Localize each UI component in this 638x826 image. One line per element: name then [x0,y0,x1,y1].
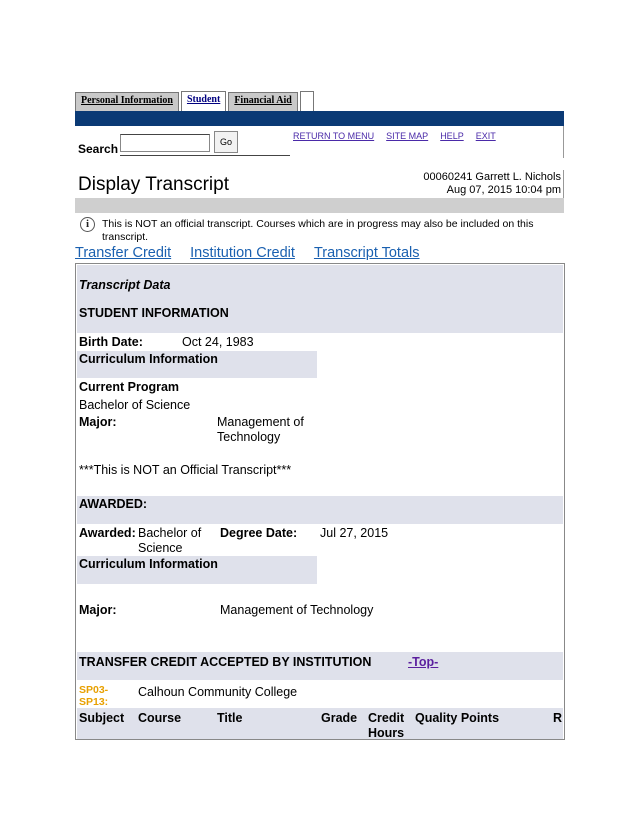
col-course: Course [138,711,182,725]
awarded-label: Awarded: [79,526,136,540]
tab-student[interactable]: Student [181,91,226,111]
user-id-name: 00060241 Garrett L. Nichols [423,171,561,183]
transcript-heading: Transcript Data [79,278,171,292]
tab-spacer [300,91,314,111]
search-divider [120,155,290,156]
top-links [293,131,496,141]
tab-personal-information[interactable]: Personal Information [75,92,179,111]
awarded-band [77,496,563,524]
col-subject: Subject [79,711,125,725]
tab-bar [75,91,314,111]
transcript-totals-link[interactable]: Transcript Totals [313,245,420,261]
col-grade: Grade [321,711,358,725]
go-button[interactable]: Go [214,131,238,153]
curriculum-heading: Curriculum Information [79,352,218,366]
page-header [75,170,564,198]
transfer-credit-link[interactable]: Transfer Credit [75,245,172,261]
page-title: Display Transcript [78,174,229,195]
section-links [75,245,439,261]
major-value-2: Management of Technology [220,603,374,617]
site-map-link[interactable]: SITE MAP [386,131,429,141]
major-value: Management of Technology [217,415,304,444]
help-link[interactable]: HELP [440,131,464,141]
search-area [75,126,564,158]
awarded-value: Bachelor of Science [138,526,202,555]
term-label: SP03-SP13: [79,684,109,708]
transfer-heading: TRANSFER CREDIT ACCEPTED BY INSTITUTION [79,655,372,669]
col-title: Title [217,711,243,725]
birth-date-label: Birth Date: [79,335,143,349]
major-label: Major: [79,415,117,429]
tab-financial-aid[interactable]: Financial Aid [228,92,298,111]
curriculum-heading-2: Curriculum Information [79,557,218,571]
info-icon: i [80,217,95,232]
college-name: Calhoun Community College [138,685,298,699]
transcript-table [75,263,565,740]
return-to-menu-link[interactable]: RETURN TO MENU [293,131,375,141]
birth-date-value: Oct 24, 1983 [182,335,254,349]
date-time: Aug 07, 2015 10:04 pm [446,184,561,196]
top-link[interactable]: -Top- [408,655,439,669]
user-info [423,171,561,197]
exit-link[interactable]: EXIT [475,131,496,141]
institution-credit-link[interactable]: Institution Credit [190,245,295,261]
degree-date-value: Jul 27, 2015 [320,526,389,540]
not-official-notice: ***This is NOT an Official Transcript*** [79,463,292,477]
col-credit-hours: Credit Hours [368,711,405,740]
student-info-heading: STUDENT INFORMATION [79,306,229,320]
current-program-label: Current Program [79,380,180,394]
major-label-2: Major: [79,603,117,617]
info-message: This is NOT an official transcript. Courses which are in progress may also be included on this transcript. [102,218,534,243]
degree-date-label: Degree Date: [220,526,298,540]
nav-bar [75,111,564,126]
col-quality-points: Quality Points [415,711,500,725]
header-divider-bar [75,198,564,213]
search-label: Search [78,142,119,156]
program-value: Bachelor of Science [79,398,191,412]
search-input[interactable] [120,134,210,152]
awarded-heading: AWARDED: [79,497,148,511]
col-r: R [553,711,563,725]
